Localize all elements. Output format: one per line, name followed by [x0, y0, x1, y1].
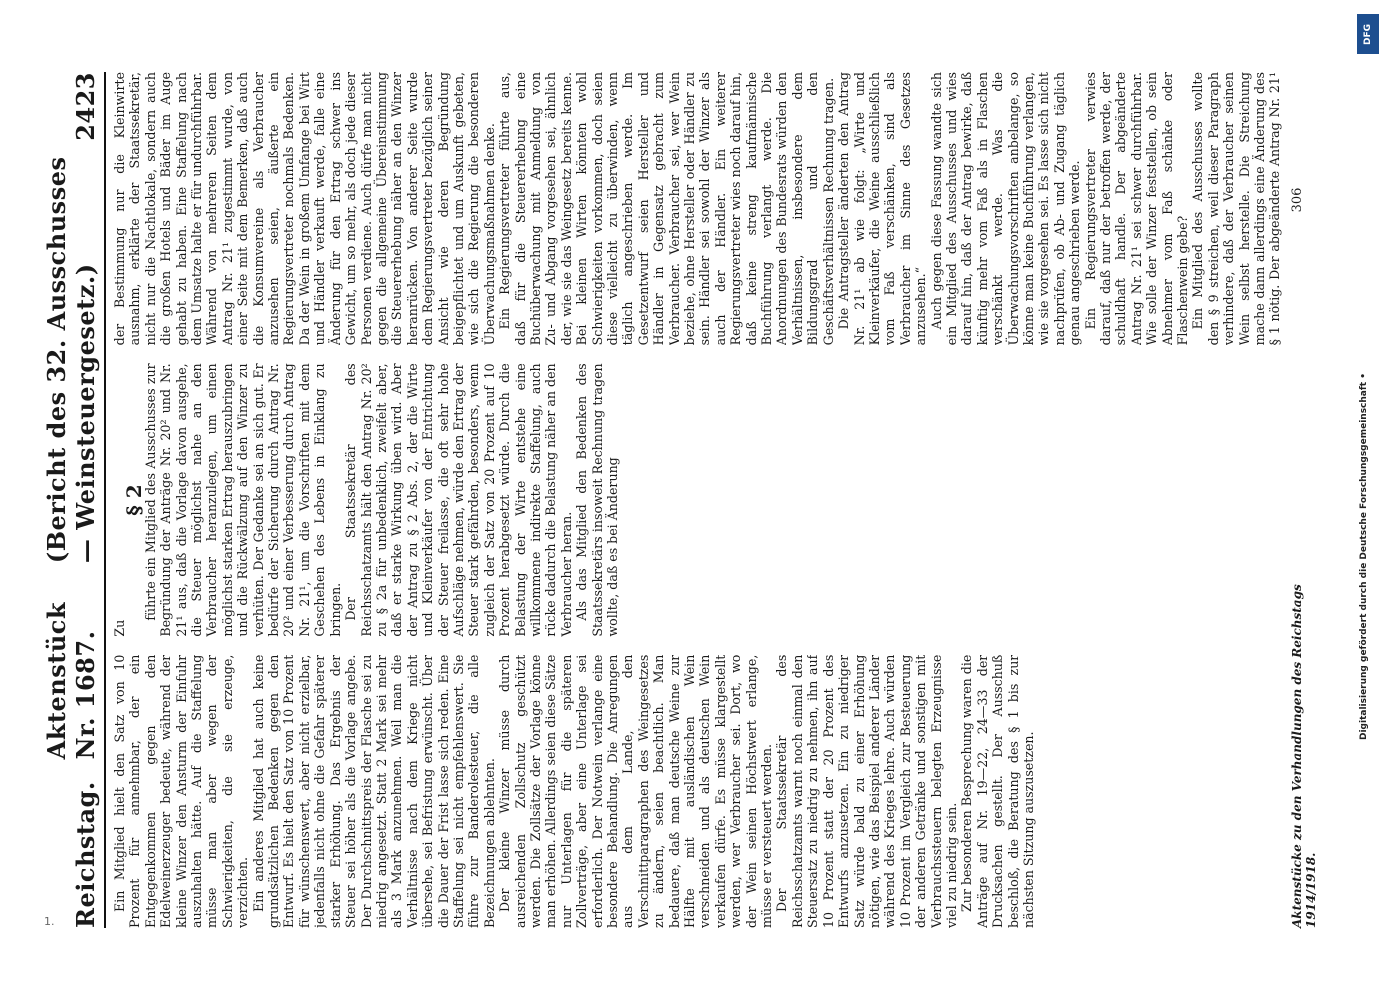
paragraph: Ein Regierungsvertreter verwies darauf, daß nur der betroffen werde, der schuldhaft handle. Der abgeänderte Antrag Nr. 21¹ sei schwer durchführbar. Wie solle der Winzer feststellen, ob sein Abnehmer vom Faß schänke oder Flaschenwein gebe?: [1082, 72, 1191, 346]
column-1: [112, 655, 1282, 928]
column-2: [112, 363, 1282, 636]
page-footer: Aktenstücke zu den Verhandlungen des Reichstags 1914/1918.: [1290, 584, 1318, 928]
paragraph: Der kleine Winzer müsse durch ausreichenden Zollschutz geschützt werden. Die Zollsätze der Vorlage könne man erhöhen. Allerdings seien diese Sätze nur Unterlagen für die späteren Zollverträge, aber eine Unterlage sei erforderlich. Der Notwein verlange eine besondere Behandlung. Die Anregungen aus dem Lande, den Verschnittparagraphen des Weingesetzes zu ändern, seien beachtlich. Man bedauere, daß man deutsche Weine zur Hälfte mit ausländischen Wein verschneiden und als deutschen Wein verkaufen dürfe. Es müsse klargestellt werden, wer Verbraucher sei. Dort, wo der Wein seinen Höchstwert erlange, müsse er versteuert werden.: [497, 654, 775, 928]
paragraph-lead: Zu: [112, 619, 127, 637]
paragraph: Der Staatssekretär des Reichsschatzamts hält den Antrag Nr. 20² zu § 2a für unbedenklich, zweifelt aber, daß er starke Wirkung üben wird. Aber der Antrag zu § 2 Abs. 2, der die Wirte und Kleinverkäufer von der Entrichtung der Steuer freilasse, die oft sehr hohe Aufschläge nehmen, würde den Ertrag der Steuer stark gefährden, besonders, wenn zugleich der Satz von 20 Prozent auf 10 Prozent herabgesetzt würde. Durch die Belastung der Wirte entstehe eine willkommene indirekte Staffelung, auch rücke dadurch die Belastung näher an den Verbraucher heran.: [343, 363, 574, 637]
credit-text: Digitalisierung gefördert durch die Deutsche Forschungsgemeinschaft •: [1359, 373, 1369, 740]
paragraph: Ein Mitglied des Ausschusses wollte den § 9 streichen, weil dieser Paragraph verhindere, daß der Verbraucher seinen Wein selbst herstelle. Die Streichung mache dann allerdings eine Änderung des § 1 nötig. Der abgeänderte Antrag Nr. 21¹: [1190, 72, 1282, 346]
margin-mark: 1.: [44, 915, 55, 928]
paragraph: Die Antragsteller änderten den Antrag Nr. 21¹ ab wie folgt: „Wirte und Kleinverkäufer, die Weine ausschließlich vom Faß verschänken, sind als Verbraucher im Sinne des Gesetzes anzusehen.“: [836, 72, 929, 346]
page-header: [42, 72, 106, 928]
header-reichstag: Reichstag.: [71, 781, 100, 928]
paragraph: Auch gegen diese Fassung wandte sich ein Mitglied des Ausschusses und wies darauf hin, daß der Antrag bewirke, daß künftig mehr vom Faß als in Flaschen verschänkt werde. Was die Überwachungsvorschriften anbelange, so könne man keine Buchführung verlangen, wie sie vorgesehen sei. Es lasse sich nicht nachprüfen, ob Ab- und Zugang täglich genau angeschrieben werde.: [928, 72, 1083, 346]
paragraph: Ein Mitglied hielt den Satz von 10 Prozent für annehmbar, der ein Entgegenkommen gegen den Edelweinerzeuger bedeute, während der kleine Winzer den Ansturm der Einfuhr auszuhalten hätte. Auf die Staffelung müsse man aber wegen der Schwierigkeiten, die sie erzeuge, verzichten.: [112, 654, 251, 928]
paragraph: Als das Mitglied den Bedenken des Staatssekretärs insoweit Rechnung tragen wollte, daß es bei Änderung: [574, 363, 620, 637]
section-heading: § 2: [122, 484, 147, 516]
paragraph: Ein Regierungsvertreter führte aus, daß für die Steuererhebung eine Buchüberwachung mit Anmeldung von Zu- und Abgang vorgesehen sei, ähnlich der, wie sie das Weingesetz bereits kenne. Bei kleinen Wirten könnten wohl Schwierigkeiten vorkommen, doch seien diese vielleicht zu überwinden, wenn täglich angeschrieben werde. Im Gesetzentwurf seien Hersteller und Händler in Gegensatz gebracht zum Verbraucher. Verbraucher sei, wer Wein beziehe, ohne Hersteller oder Händler zu sein. Händler sei sowohl der Winzer als auch der Händler. Ein weiterer Regierungsvertreter wies noch darauf hin, daß keine streng kaufmännische Buchführung verlangt werde. Die Anordnungen des Bundesrats würden den Verhältnissen, insbesondere dem Bildungsgrad und den Geschäftsverhältnissen Rechnung tragen.: [497, 72, 836, 346]
dfg-logo: DFG: [1357, 14, 1379, 54]
column-3: [112, 72, 1282, 345]
paragraph: Ein anderes Mitglied hat auch keine grundsätzlichen Bedenken gegen den Entwurf. Es hielt den Satz von 10 Prozent für wünschenswert, aber nicht erzielbar, jedenfalls nicht ohne die Gefahr späterer starker Erhöhung. Das Ergebnis der Steuer sei höher als die Vorlage angebe. Der Durchschnittspreis der Flasche sei zu niedrig angesetzt. Statt 2 Mark sei mehr als 3 Mark anzunehmen. Weil man die Verhältnisse nach dem Kriege nicht übersehe, sei Befristung erwünscht. Über die Dauer der Frist lasse sich reden. Eine Staffelung sei nicht empfehlenswert. Sie führe zur Banderolesteuer, die alle Bezeichnungen ablehnten.: [250, 654, 497, 928]
paragraph: Der Staatssekretär des Reichsschatzamts warnt noch einmal den Steuersatz zu niedrig zu nehmen, ihn auf 10 Prozent statt der 20 Prozent des Entwurfs anzusetzen. Ein zu niedriger Satz würde bald zu einer Erhöhung nötigen, wie das Beispiel anderer Länder während des Krieges lehre. Auch würden 10 Prozent im Vergleich zur Besteuerung der anderen Getränke und sonstigen mit Verbrauchssteuern belegten Erzeugnisse viel zu niedrig sein.: [774, 654, 959, 928]
header-document-number: Aktenstück Nr. 1687.: [42, 601, 100, 760]
header-page-number: 2423: [71, 72, 100, 141]
digitization-credit: [1345, 0, 1383, 1000]
paragraph: Zur besonderen Besprechung waren die Anträge auf Nr. 19—22, 24—33 der Drucksachen gestellt. Der Ausschuß beschloß, die Beratung des § 1 bis zur nächsten Sitzung auszusetzen.: [959, 654, 1036, 928]
text-columns: [112, 72, 1282, 928]
footer-page-number: 306: [1290, 187, 1305, 213]
paragraph: führte ein Mitglied des Ausschusses zur Begründung der Anträge Nr. 20² und Nr. 21¹ aus, daß die Vorlage davon ausgehe, die Steuer möglichst nahe an den Verbraucher heranzulegen, um einen möglichst starken Ertrag herauszubringen und die Rückwälzung auf den Winzer zu verhüten. Der Gedanke sei an sich gut. Er bedürfe der Sicherung durch Antrag Nr. 20² und einer Verbesserung durch Antrag Nr. 21¹, um die Vorschriften mit dem Geschehen des Lebens in Einklang zu bringen.: [142, 363, 343, 637]
header-subtitle: (Bericht des 32. Ausschusses — Weinsteuergesetz.): [42, 156, 100, 564]
paragraph: der Bestimmung nur die Kleinwirte ausnahm, erklärte der Staatssekretär, nicht nur die Nachtlokale, sondern auch die großen Hotels und Bäder im Auge gehabt zu haben. Eine Staffelung nach dem Umsatze halte er für undurchführbar. Während von mehreren Seiten dem Antrag Nr. 21¹ zugestimmt wurde, von einer Seite mit dem Bemerken, daß auch die Konsumvereine als Verbraucher anzusehen seien, äußerte ein Regierungsvertreter nochmals Bedenken. Da der Wein in großem Umfange bei Wirt und Händler verkauft werde, falle eine Änderung für den Ertrag schwer ins Gewicht, um so mehr, als doch jede dieser Personen verdiene. Auch dürfe man nicht gegen die allgemeine Übereinstimmung die Steuererhebung näher an den Winzer heranrücken. Von anderer Seite wurde dem Regierungsvertreter bezüglich seiner Ansicht wie deren Begründung beigepflichtet und um Auskunft gebeten, wie sich die Regierung die besonderen Überwachungsmaßnahmen denke.: [112, 72, 497, 346]
